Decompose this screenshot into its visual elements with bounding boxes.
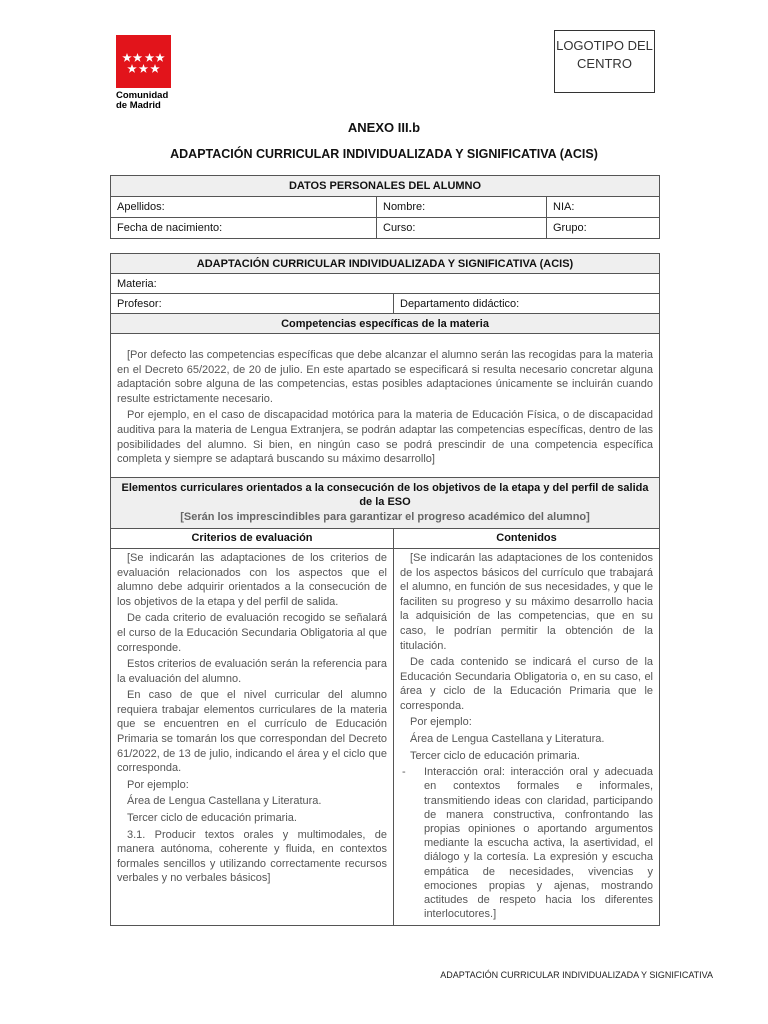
star-icon bbox=[139, 64, 149, 73]
elementos-heading: Elementos curriculares orientados a la consecución de los objetivos de la etapa y del perfil de salida de la ESO bbox=[121, 481, 649, 509]
contenidos-bullet-text: Interacción oral: interacción oral y adecuada en contextos formales e informales, transmitiendo ideas con claridad, participando de manera constructiva, confrontando las propias opiniones o aportando argumentos mediante la escucha activa, la asertividad, el diálogo y la cortesía. La expresión y escucha empática de necesidades, vivencias y emociones propias y ajenas, mostrando actitudes de respeto hacia los diferentes interlocutores.] bbox=[424, 766, 654, 921]
competencias-heading: Competencias específicas de la materia bbox=[111, 314, 660, 334]
star-icon bbox=[127, 64, 137, 73]
contenidos-bullet-item bbox=[400, 765, 653, 921]
elementos-heading-cell bbox=[111, 477, 660, 528]
criterios-paragraph: De cada criterio de evaluación recogido se señalará el curso de la Educación Secundaria Obligatoria al que corresponde. bbox=[117, 612, 387, 654]
criterios-text-area[interactable] bbox=[111, 548, 394, 926]
annex-title: ANEXO III.b bbox=[347, 120, 421, 135]
contenidos-heading: Contenidos bbox=[394, 528, 660, 548]
grupo-field[interactable]: Grupo: bbox=[547, 218, 660, 239]
materia-field[interactable]: Materia: bbox=[111, 274, 660, 294]
criterios-paragraph: [Se indicarán las adaptaciones de los criterios de evaluación relacionados con los aspectos que el alumno debe adquirir orientados a la consecución de los objetivos de la etapa y del perfil de salida. bbox=[117, 551, 387, 608]
star-icon bbox=[150, 64, 160, 73]
acis-table bbox=[110, 253, 660, 926]
bullet-dash: - bbox=[402, 766, 406, 779]
personal-data-heading: DATOS PERSONALES DEL ALUMNO bbox=[111, 176, 660, 197]
page-footer: ADAPTACIÓN CURRICULAR INDIVIDUALIZADA Y SIGNIFICATIVA bbox=[440, 970, 713, 980]
criterios-paragraph: Por ejemplo: bbox=[127, 778, 189, 791]
contenidos-paragraph: De cada contenido se indicará el curso de la Educación Secundaria Obligatoria o, en su caso, el área y ciclo de la Educación Primaria que le corresponda. bbox=[400, 656, 654, 712]
criterios-paragraph: Área de Lengua Castellana y Literatura. bbox=[127, 795, 322, 808]
org-name-line1: Comunidad bbox=[116, 90, 169, 101]
competencias-paragraph: [Por defecto las competencias específicas que debe alcanzar el alumno serán las recogidas para la materia en el Decreto 65/2022, de 20 de julio. En este apartado se especificará si resulta necesario concretar alguna adaptación sobre alguna de las competencias, estas posibles adaptaciones únicamente se incluirán cuando resulte estrictamente necesario. bbox=[117, 349, 654, 405]
departamento-field[interactable]: Departamento didáctico: bbox=[394, 294, 660, 314]
profesor-field[interactable]: Profesor: bbox=[111, 294, 394, 314]
acis-heading: ADAPTACIÓN CURRICULAR INDIVIDUALIZADA Y SIGNIFICATIVA (ACIS) bbox=[111, 254, 660, 274]
apellidos-field[interactable]: Apellidos: bbox=[111, 197, 377, 218]
competencias-text-area[interactable] bbox=[111, 334, 660, 478]
star-icon bbox=[133, 53, 143, 62]
nia-field[interactable]: NIA: bbox=[547, 197, 660, 218]
contenidos-paragraph: Por ejemplo: bbox=[410, 716, 472, 729]
contenidos-paragraph: [Se indicarán las adaptaciones de los contenidos de los aspectos básicos del currículo que trabajará el alumno, en función de sus necesidades, y que le faciliten su progreso y su máximo desarrollo hacia la adquisición de las competencias, que en su caso, le podrían permitir la obtención de la titulación. bbox=[400, 551, 654, 652]
comunidad-madrid-logo bbox=[116, 35, 174, 111]
contenidos-paragraph: Área de Lengua Castellana y Literatura. bbox=[410, 733, 605, 746]
star-icon bbox=[122, 53, 132, 62]
fecha-nacimiento-field[interactable]: Fecha de nacimiento: bbox=[111, 218, 377, 239]
school-logo-placeholder: LOGOTIPO DEL CENTRO bbox=[554, 30, 655, 93]
competencias-paragraph: Por ejemplo, en el caso de discapacidad motórica para la materia de Educación Física, o de discapacidad auditiva para la materia de Lengua Extranjera, se podrán adaptar las competencias específicas, dentro de las posibilidades del alumno. Si bien, en ningún caso se podrá prescindir de una competencia específica completa y siempre se adaptará buscando su máximo desarrollo] bbox=[117, 409, 654, 466]
criterios-heading: Criterios de evaluación bbox=[111, 528, 394, 548]
criterios-paragraph: En caso de que el nivel curricular del alumno requiera trabajar elementos curriculares de la materia que se encuentren en el currículo de Educación Primaria se tomarán los que correspondan del Decreto 61/2022, de 13 de julio, indicando el área y el ciclo que corresponda. bbox=[117, 689, 387, 775]
criterios-paragraph: Estos criterios de evaluación serán la referencia para la evaluación del alumno. bbox=[117, 658, 387, 685]
contenidos-paragraph: Tercer ciclo de educación primaria. bbox=[410, 749, 580, 762]
star-icon bbox=[155, 53, 165, 62]
document-title: ADAPTACIÓN CURRICULAR INDIVIDUALIZADA Y SIGNIFICATIVA (ACIS) bbox=[170, 147, 598, 161]
org-name-line2: de Madrid bbox=[116, 100, 161, 111]
madrid-flag-icon bbox=[116, 35, 171, 88]
star-icon bbox=[145, 53, 155, 62]
criterios-paragraph: Tercer ciclo de educación primaria. bbox=[127, 812, 297, 825]
nombre-field[interactable]: Nombre: bbox=[377, 197, 547, 218]
criterios-paragraph: 3.1. Producir textos orales y multimodales, de manera autónoma, coherente y fluida, en contextos formales sencillos y utilizando correctamente recursos verbales y no verbales básicos] bbox=[117, 828, 387, 885]
contenidos-text-area[interactable] bbox=[394, 548, 660, 926]
personal-data-table bbox=[110, 175, 660, 239]
curso-field[interactable]: Curso: bbox=[377, 218, 547, 239]
elementos-subheading: [Serán los imprescindibles para garantizar el progreso académico del alumno] bbox=[180, 510, 590, 523]
